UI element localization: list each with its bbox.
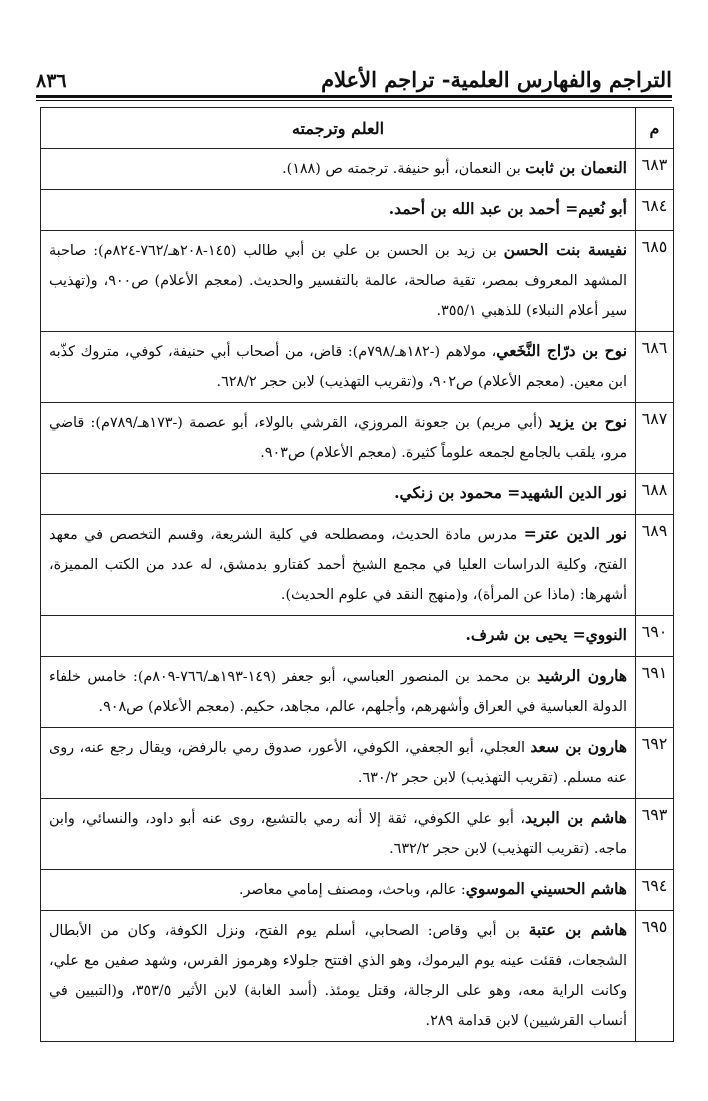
- person-name: هاشم بن البريد: [525, 808, 627, 827]
- table-row: [41, 231, 674, 332]
- person-name: هارون بن سعد: [530, 737, 627, 756]
- entry-text: [41, 657, 636, 728]
- person-name: نور الدين عتر=: [523, 524, 627, 543]
- table-row: [41, 515, 674, 616]
- entry-text: [41, 870, 636, 911]
- biography-text: (أبي مريم) بن جعونة المروزي، القرشي بالولاء، أبو عصمة (-١٧٣هـ/٧٨٩م): قاضي مرو، يلقب بالجامع لجمعه علوماً كثيرة. (معجم الأعلام) ص٩٠٣.: [49, 415, 627, 461]
- entry-text: [41, 332, 636, 403]
- entry-number: ٦٨٧: [636, 403, 674, 474]
- entry-number: ٦٩١: [636, 657, 674, 728]
- table-row: [41, 870, 674, 911]
- entry-text: [41, 474, 636, 515]
- column-header-entry: العلم وترجمته: [41, 108, 636, 149]
- header-rule: [36, 95, 672, 98]
- person-name: نوح بن درّاج النَّخَعي: [496, 341, 628, 360]
- running-title: التراجم والفهارس العلمية- تراجم الأعلام: [321, 67, 672, 92]
- person-name: هاشم الحسيني الموسوي: [465, 879, 627, 898]
- entry-number: ٦٩٣: [636, 799, 674, 870]
- table-row: [41, 616, 674, 657]
- entry-number: ٦٨٤: [636, 190, 674, 231]
- page-header: [36, 56, 672, 92]
- entry-text: [41, 911, 636, 1042]
- entry-text: [41, 149, 636, 190]
- biography-text: بن أبي وقاص: الصحابي، أسلم يوم الفتح، ونزل الكوفة، وكان من الأبطال الشجعات، فقئت عينه يوم اليرموك، وهو الذي افتتح جلولاء وهرموز الفرس، وشهد صفين مع علي، وكانت الراية معه، وهو على الرجالة، وقتل يومئذ. (أسد الغابة) لابن الأثير ٣٥٣/٥، و(التبيين في أنساب القرشيين) لابن قدامة ٢٨٩.: [49, 923, 627, 1029]
- page-number: ٨٣٦: [36, 70, 67, 92]
- biography-text: ، مولاهم (-١٨٢هـ/٧٩٨م): قاض، من أصحاب أبي حنيفة، كوفي، متروك كذّبه ابن معين. (معجم الأعلام) ص٩٠٢، و(تقريب التهذيب) لابن حجر ٦٢٨/٢.: [49, 344, 627, 390]
- table-row: [41, 728, 674, 799]
- entry-number: ٦٨٣: [636, 149, 674, 190]
- entry-text: [41, 616, 636, 657]
- biographies-table: [40, 107, 674, 1042]
- person-name: نفيسة بنت الحسن: [503, 240, 628, 259]
- entry-text: [41, 403, 636, 474]
- entry-text: [41, 515, 636, 616]
- entry-number: ٦٩٥: [636, 911, 674, 1042]
- table-header-row: [41, 108, 674, 149]
- entry-number: ٦٨٦: [636, 332, 674, 403]
- biography-text: ، أبو علي الكوفي، ثقة إلا أنه رمي بالتشيع، روى عنه أبو داود، والنسائي، وابن ماجه. (تقريب التهذيب) لابن حجر ٦٣٢/٢.: [49, 811, 627, 857]
- entry-number: ٦٩٠: [636, 616, 674, 657]
- column-header-number: م: [636, 108, 674, 149]
- biography-text: العجلي، أبو الجعفي، الكوفي، الأعور، صدوق رمي بالرفض، ويقال رجع عنه، روى عنه مسلم. (تقريب التهذيب) لابن حجر ٦٣٠/٢.: [49, 740, 627, 786]
- biography-text: بن زيد بن الحسن بن علي بن أبي طالب (١٤٥-٢٠٨هـ/٧٦٢-٨٢٤م): صاحبة المشهد المعروف بمصر، تقية صالحة، عالمة بالتفسير والحديث. (معجم الأعلام) ص٩٠٠، و(تهذيب سير أعلام النبلاء) للذهبي ٣٥٥/١.: [49, 243, 627, 319]
- person-name: نور الدين الشهيد= محمود بن زنكي.: [394, 483, 627, 502]
- person-name: أبو نُعيم= أحمد بن عبد الله بن أحمد.: [388, 199, 627, 218]
- entry-number: ٦٨٨: [636, 474, 674, 515]
- biography-text: : عالم، وباحث، ومصنف إمامي معاصر.: [238, 882, 466, 898]
- person-name: هاشم بن عتبة: [528, 920, 627, 939]
- table-row: [41, 403, 674, 474]
- biography-text: بن النعمان، أبو حنيفة. ترجمته ص (١٨٨).: [282, 161, 526, 177]
- table-row: [41, 332, 674, 403]
- entry-number: ٦٨٩: [636, 515, 674, 616]
- table-row: [41, 657, 674, 728]
- table-row: [41, 911, 674, 1042]
- entry-number: ٦٨٥: [636, 231, 674, 332]
- entry-text: [41, 190, 636, 231]
- table-row: [41, 799, 674, 870]
- entry-text: [41, 799, 636, 870]
- person-name: نوح بن يزيد: [548, 412, 627, 431]
- header-rule-thin: [36, 100, 672, 101]
- table-row: [41, 149, 674, 190]
- person-name: النووي= يحيى بن شرف.: [465, 625, 627, 644]
- table-row: [41, 474, 674, 515]
- entry-text: [41, 728, 636, 799]
- biography-text: بن محمد بن المنصور العباسي، أبو جعفر (١٤٩-١٩٣هـ/٧٦٦-٨٠٩م): خامس خلفاء الدولة العباسية في العراق وأشهرهم، وأجلهم، عالم، مجاهد، حكيم. (معجم الأعلام) ص٩٠٨.: [49, 669, 627, 715]
- entry-number: ٦٩٢: [636, 728, 674, 799]
- entry-number: ٦٩٤: [636, 870, 674, 911]
- person-name: هارون الرشيد: [537, 666, 628, 685]
- person-name: النعمان بن ثابت: [525, 158, 627, 177]
- biography-text: مدرس مادة الحديث، ومصطلحه في كلية الشريعة، وقسم التخصص في معهد الفتح، وكلية الدراسات العليا في مجمع الشيخ أحمد كفتارو بدمشق، له عدد من الكتب المميزة، أشهرها: (ماذا عن المرأة)، و(منهج النقد في علوم الحديث).: [49, 527, 627, 603]
- entry-text: [41, 231, 636, 332]
- table-row: [41, 190, 674, 231]
